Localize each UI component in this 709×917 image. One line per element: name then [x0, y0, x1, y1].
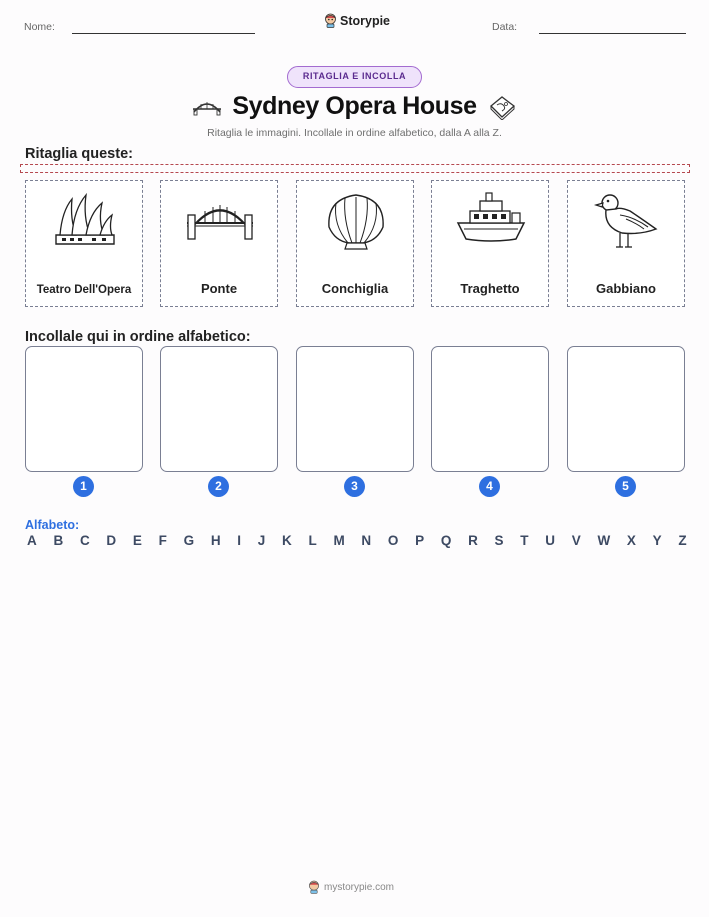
alphabet-letter: J: [257, 533, 266, 548]
storypie-mascot-icon: [308, 880, 320, 894]
alphabet-letter: C: [79, 533, 90, 548]
number-badge-2: 2: [208, 476, 229, 497]
number-badge-3: 3: [344, 476, 365, 497]
paste-box-3[interactable]: [296, 346, 414, 472]
opera-house-icon: [50, 189, 120, 249]
alphabet-letter: X: [626, 533, 636, 548]
alphabet-letter: R: [468, 533, 478, 548]
cut-section-heading: Ritaglia queste:: [25, 146, 133, 162]
alphabet-letter: S: [494, 533, 504, 548]
storypie-mascot-icon: [324, 13, 337, 28]
alphabet-letter: K: [282, 533, 292, 548]
page-title: Sydney Opera House: [232, 92, 477, 120]
number-badge-1: 1: [73, 476, 94, 497]
number-badge-4: 4: [479, 476, 500, 497]
alphabet-letter: D: [106, 533, 117, 548]
alphabet-letter: M: [333, 533, 345, 548]
bridge-icon: [192, 98, 222, 116]
cut-line: [20, 164, 690, 173]
cut-card-opera-house[interactable]: [25, 180, 143, 307]
card-label: Ponte: [200, 281, 238, 296]
alphabet-letter: U: [545, 533, 555, 548]
alphabet-letter: H: [210, 533, 221, 548]
ferry-icon: [456, 189, 526, 249]
footer-url: mystorypie.com: [324, 881, 395, 893]
title-row: [0, 92, 709, 121]
map-icon: [487, 94, 517, 120]
brand-name: Storypie: [340, 13, 391, 28]
cut-card-shell[interactable]: [296, 180, 414, 307]
card-label: Conchiglia: [321, 281, 389, 296]
activity-badge: RITAGLIA E INCOLLA: [287, 66, 422, 88]
paste-box-2[interactable]: [160, 346, 278, 472]
alphabet-letter: I: [237, 533, 242, 548]
instructions: Ritaglia le immagini. Incollale in ordine alfabetico, dalla A alla Z.: [207, 127, 502, 139]
alphabet-letter: T: [520, 533, 529, 548]
shell-icon: [321, 189, 391, 253]
card-label: Gabbiano: [596, 281, 656, 296]
alphabet-heading: Alfabeto:: [25, 518, 80, 532]
alphabet-letter: O: [387, 533, 399, 548]
alphabet-letter: G: [183, 533, 195, 548]
card-label: Teatro Dell'Opera: [36, 284, 132, 296]
alphabet-letter: Y: [652, 533, 662, 548]
alphabet-letter: B: [53, 533, 64, 548]
alphabet-letter: E: [132, 533, 142, 548]
alphabet-letter: N: [361, 533, 372, 548]
alphabet-letter: V: [571, 533, 581, 548]
cut-card-ferry[interactable]: [431, 180, 549, 307]
alphabet-letter: Z: [678, 533, 687, 548]
number-badge-5: 5: [615, 476, 636, 497]
paste-box-1[interactable]: [25, 346, 143, 472]
card-label: Traghetto: [460, 281, 520, 296]
paste-box-4[interactable]: [431, 346, 549, 472]
date-label: Data:: [492, 21, 518, 33]
alphabet-letter: L: [308, 533, 317, 548]
alphabet-row: [27, 533, 687, 548]
name-label: Nome:: [24, 21, 55, 33]
alphabet-letter: Q: [440, 533, 452, 548]
bridge-icon: [185, 189, 255, 249]
name-line[interactable]: [72, 33, 255, 34]
brand-logo: [324, 13, 390, 28]
cut-card-seagull[interactable]: [567, 180, 685, 307]
paste-section-heading: Incollale qui in ordine alfabetico:: [25, 329, 251, 345]
date-line[interactable]: [539, 33, 686, 34]
paste-box-5[interactable]: [567, 346, 685, 472]
alphabet-letter: F: [158, 533, 167, 548]
alphabet-letter: W: [597, 533, 611, 548]
alphabet-letter: P: [415, 533, 425, 548]
alphabet-letter: A: [27, 533, 37, 548]
footer: [308, 880, 394, 894]
cut-card-bridge[interactable]: [160, 180, 278, 307]
seagull-icon: [592, 189, 662, 253]
